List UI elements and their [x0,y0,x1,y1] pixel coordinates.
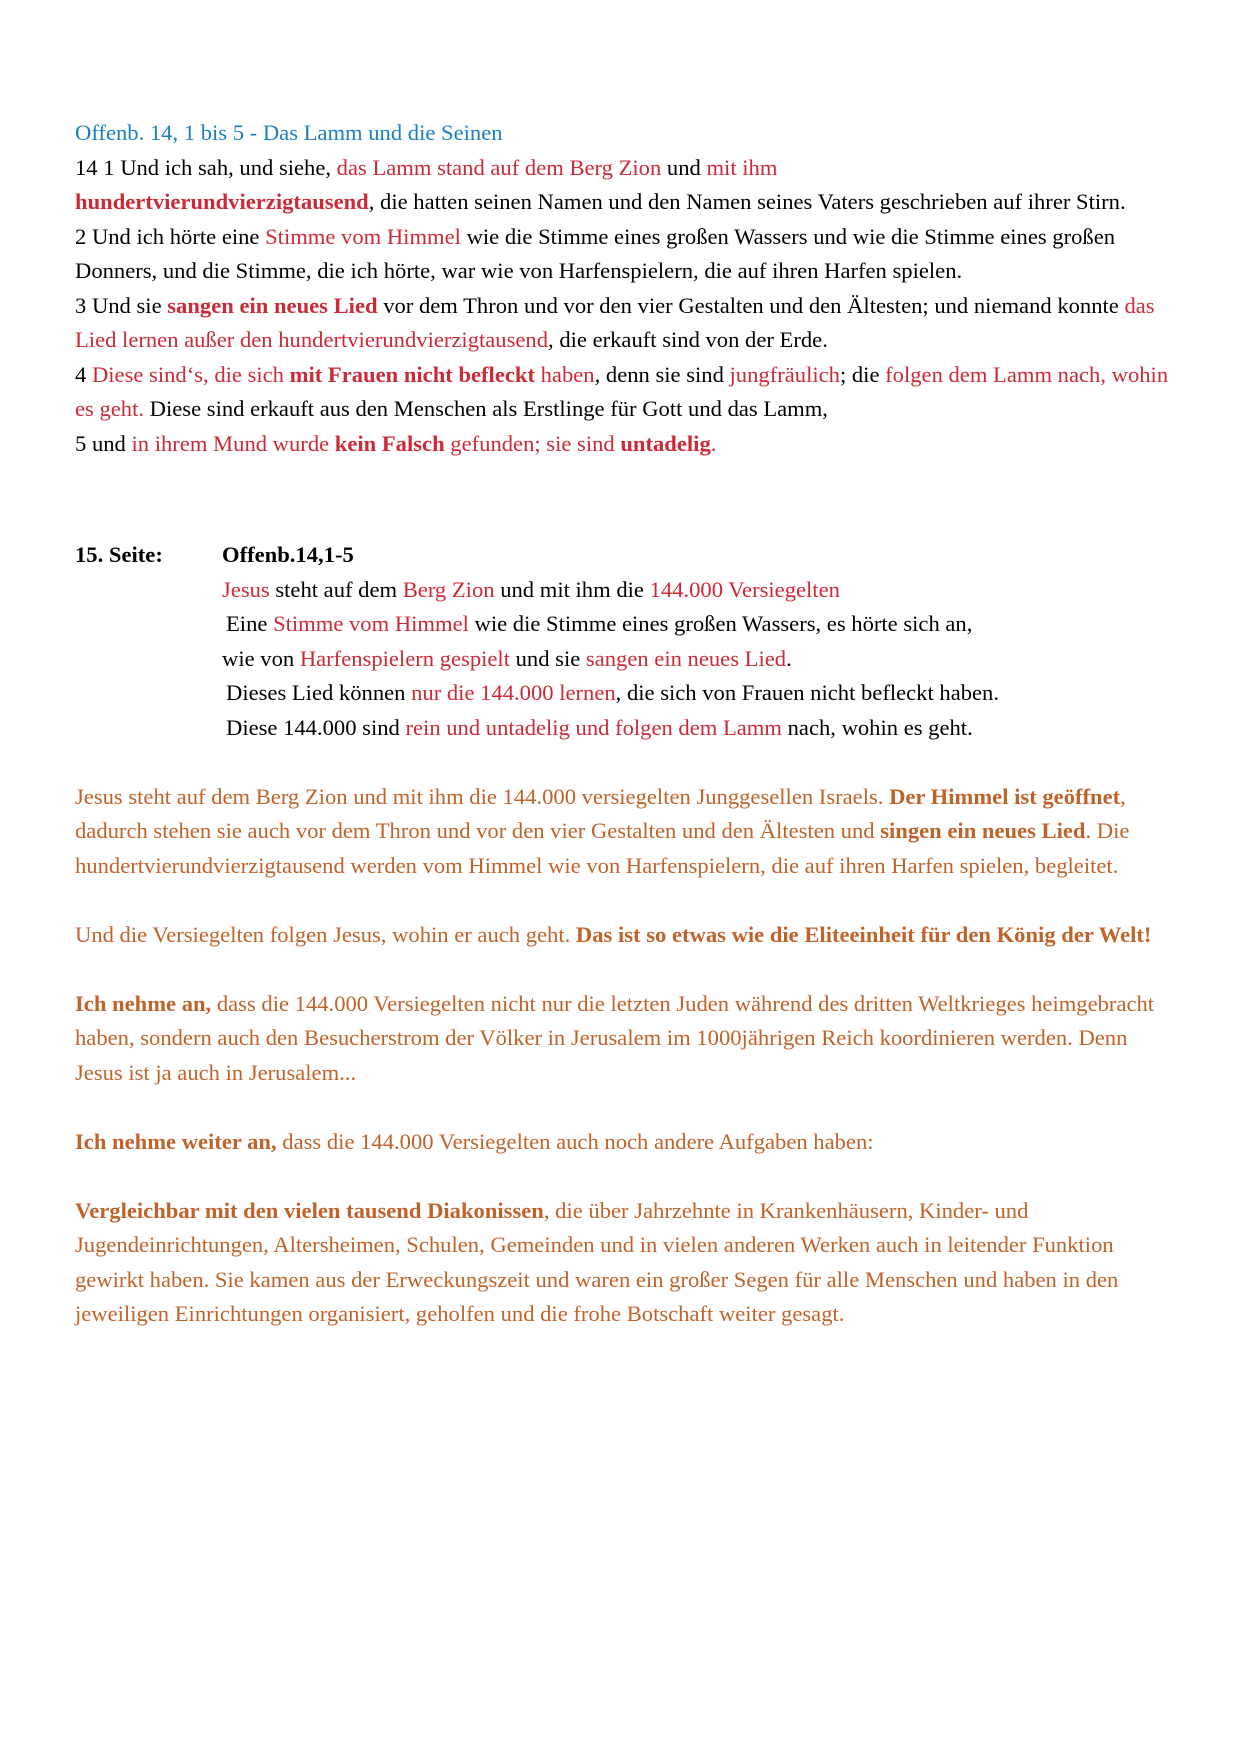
page-label: 15. Seite: [75,542,163,567]
section-gap [75,461,1175,538]
paragraph-gap [75,952,1175,987]
verse-1: 14 1 Und ich sah, und siehe, das Lamm stand auf dem Berg Zion und mit ihm hundertvierundvierzigtausend, die hatten seinen Namen und den Namen seines Vaters geschrieben auf ihrer Stirn. [75,154,1126,214]
summary-line-1: Jesus steht auf dem Berg Zion und mit ihm die 144.000 Versiegelten [222,576,840,602]
page-summary [75,538,1175,745]
summary-reference: Offenb.14,1-5 [222,542,354,567]
verse-5: 5 und in ihrem Mund wurde kein Falsch gefunden; sie sind untadelig. [75,430,717,456]
paragraph-gap [75,1159,1175,1194]
verse-2: 2 Und ich hörte eine Stimme vom Himmel wie die Stimme eines großen Wassers und wie die Stimme eines großen Donners, und die Stimme, die ich hörte, war wie von Harfenspielern, die auf ihren Harfen spielen. [75,223,1116,283]
commentary-paragraph-1: Jesus steht auf dem Berg Zion und mit ihm die 144.000 versiegelten Junggesellen Israels. Der Himmel ist geöffnet, dadurch stehen sie auch vor dem Thron und vor den vier Gestalten und den Ältesten und singen ein neues Lied. Die hundertvierundvierzigtausend werden vom Himmel wie von Harfenspielern, die auf ihren Harfen spielen, begleitet. [75,783,1130,878]
paragraph-gap [75,883,1175,918]
verse-4: 4 Diese sind‘s, die sich mit Frauen nicht befleckt haben, denn sie sind jungfräulich; die folgen dem Lamm nach, wohin es geht. Diese sind erkauft aus den Menschen als Erstlinge für Gott und das Lamm, [75,361,1169,421]
verse-3: 3 Und sie sangen ein neues Lied vor dem Thron und vor den vier Gestalten und den Ältesten; und niemand konnte das Lied lernen außer den hundertvierundvierzigtausend, die erkauft sind von der Erde. [75,292,1155,352]
summary-line-5: Diese 144.000 sind rein und untadelig und folgen dem Lamm nach, wohin es geht. [226,714,973,740]
summary-lines [222,538,1175,745]
commentary-paragraph-3: Ich nehme an, dass die 144.000 Versiegelten nicht nur die letzten Juden während des dritten Weltkrieges heimgebracht haben, sondern auch den Besucherstrom der Völker in Jerusalem im 1000jährigen Reich koordinieren werden. Denn Jesus ist ja auch in Jerusalem... [75,990,1155,1085]
summary-line-2: Eine Stimme vom Himmel wie die Stimme eines großen Wassers, es hörte sich an, [226,611,973,636]
summary-line-4: Dieses Lied können nur die 144.000 lernen, die sich von Frauen nicht befleckt haben. [226,680,999,705]
commentary-paragraph-5: Vergleichbar mit den vielen tausend Diakonissen, die über Jahrzehnte in Krankenhäusern, Kinder- und Jugendeinrichtungen, Altersheimen, Schulen, Gemeinden und in vielen anderen Werken auch in leitender Funktion gewirkt haben. Sie kamen aus der Erweckungszeit und waren ein großer Segen für alle Menschen und haben in den jeweiligen Einrichtungen organisiert, geholfen und die frohe Botschaft weiter gesagt. [75,1197,1119,1326]
document-page [75,116,1175,1332]
section-title: Offenb. 14, 1 bis 5 - Das Lamm und die Seinen [75,120,503,145]
commentary-paragraph-4: Ich nehme weiter an, dass die 144.000 Versiegelten auch noch andere Aufgaben haben: [75,1128,874,1154]
paragraph-gap [75,745,1175,780]
summary-line-3: wie von Harfenspielern gespielt und sie sangen ein neues Lied. [222,645,792,671]
paragraph-gap [75,1090,1175,1125]
commentary-paragraph-2: Und die Versiegelten folgen Jesus, wohin er auch geht. Das ist so etwas wie die Eliteeinheit für den König der Welt! [75,921,1152,947]
